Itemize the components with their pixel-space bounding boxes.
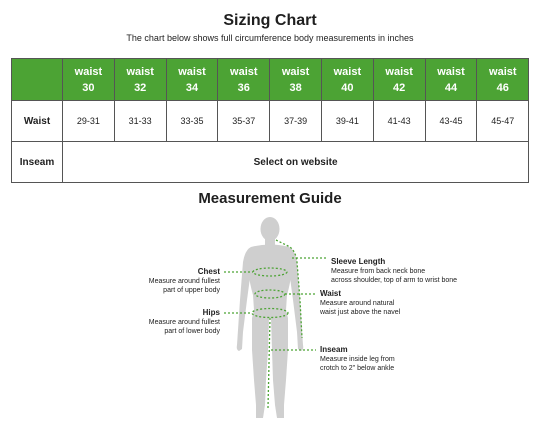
table-cell: 37-39 (270, 101, 322, 142)
sleeve-length-annotation: Sleeve Length Measure from back neck bone across shoulder, top of arm to wrist bone (331, 257, 458, 284)
table-cell: 43-45 (425, 101, 477, 142)
table-cell: 45-47 (477, 101, 529, 142)
chest-annotation: Chest Measure around fullest part of upper body (148, 267, 220, 294)
table-cell: 39-41 (321, 101, 373, 142)
inseam-select-note: Select on website (63, 142, 529, 183)
size-header-cell: waist 42 (373, 59, 425, 101)
size-header-cell: waist 30 (63, 59, 115, 101)
size-header-cell: waist 34 (166, 59, 218, 101)
table-cell: 35-37 (218, 101, 270, 142)
row-label-inseam: Inseam (12, 142, 63, 183)
size-header-cell: waist 44 (425, 59, 477, 101)
waist-annotation: Waist Measure around natural waist just above the navel (320, 289, 401, 316)
row-label-waist: Waist (12, 101, 63, 142)
table-cell: 31-33 (114, 101, 166, 142)
measurement-guide-title: Measurement Guide (198, 190, 342, 207)
chart-subtitle: The chart below shows full circumference body measurements in inches (126, 33, 414, 43)
table-cell: 29-31 (63, 101, 115, 142)
hips-annotation: Hips Measure around fullest part of lower body (148, 308, 220, 335)
size-header-cell: waist 36 (218, 59, 270, 101)
size-header-cell: waist 38 (270, 59, 322, 101)
table-cell: 33-35 (166, 101, 218, 142)
size-header-cell: waist 46 (477, 59, 529, 101)
body-silhouette (237, 217, 304, 418)
inseam-annotation: Inseam Measure inside leg from crotch to 2" below ankle (320, 345, 395, 372)
size-header-cell: waist 32 (114, 59, 166, 101)
table-cell: 41-43 (373, 101, 425, 142)
chart-title: Sizing Chart (223, 12, 317, 29)
size-header-cell: waist 40 (321, 59, 373, 101)
